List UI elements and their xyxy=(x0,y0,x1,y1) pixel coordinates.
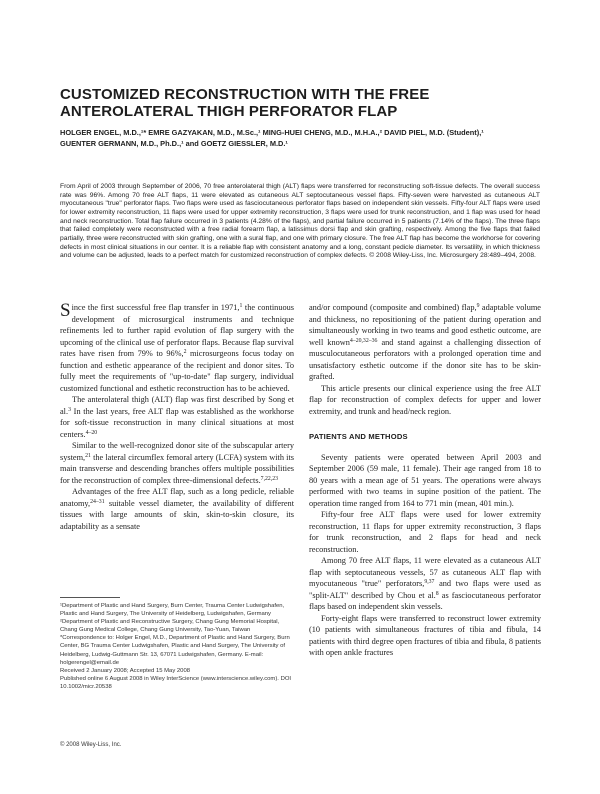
authors-line-2: GUENTER GERMANN, M.D., Ph.D.,¹ and GOETZ GIESSLER, M.D.¹ xyxy=(60,139,288,148)
footnote-published: Published online 6 August 2008 in Wiley InterScience (www.interscience.wiley.com). DOI 10.1002/micr.20538 xyxy=(60,675,292,690)
author-list xyxy=(60,127,550,149)
footnote-affiliation-1: ¹Department of Plastic and Hand Surgery, Burn Center, Trauma Center Ludwigshafen, Plastic and Hand Surgery, The University of Heidelberg, Ludwigshafen, Germany xyxy=(60,603,285,618)
intro-paragraph-6: This article presents our clinical experience using the free ALT flap for reconstruction of complex defects for upper and lower extremity, and trunk and head/neck region. xyxy=(309,383,541,416)
intro-paragraph-1: Since the first successful free flap transfer in 1971,$^1$ the continuous development of microsurgical instruments and technique refinements led to further rapid evolution of flap surgery with the upcoming of the clinical use of perforator flaps. Because flap survival rates have risen from 79% to 96%,$^2$ microsurgeons focus today on function and esthetic appearance of the recipient and donor sites. To fully meet the requirements of "up-to-date" flap surgery, individual customized functional and esthetic reconstruction has to be achieved. xyxy=(60,300,294,393)
citation: 2 xyxy=(183,349,187,356)
intro-paragraph-2: The anterolateral thigh (ALT) flap was first described by Song et al.$^3$ In the last years, free ALT flap was established as the workhorse for soft-tissue reconstruction in many clinical situations at most centers.$^{4-20}$ xyxy=(60,395,294,439)
drop-cap: S xyxy=(60,300,71,321)
title-line-2: ANTEROLATERAL THIGH PERFORATOR FLAP xyxy=(60,103,398,120)
citation: 4–20,32–36 xyxy=(349,337,378,344)
article-title xyxy=(60,86,540,120)
citation: 24–31 xyxy=(90,498,105,505)
footnote-divider xyxy=(60,597,120,598)
section-heading: PATIENTS AND METHODS xyxy=(309,432,408,441)
title-line-1: CUSTOMIZED RECONSTRUCTION WITH THE FREE xyxy=(60,86,430,103)
footnotes xyxy=(60,602,296,691)
methods-paragraph-4: Forty-eight flaps were transferred to reconstruct lower extremity (10 patients with simultaneous fractures of tibia and fibula, 14 patients with third degree open fractures of tibia and fibula, 8 patients with open ankle fractures xyxy=(309,613,541,657)
left-column xyxy=(60,302,294,532)
footnote-received: Received 2 January 2008; Accepted 15 May 2008 xyxy=(60,667,191,674)
abstract: From April of 2003 through September of 2006, 70 free anterolateral thigh (ALT) flaps were transferred for reconstructing soft-tissue defects. The overall success rate was 96%. Among 70 free ALT flaps, 11 were elevated as cutaneous ALT septocutaneous vessel flaps. Fifty-seven were harvested as cutaneous ALT myocutaneous "true" perforator flaps. Two flaps were used as fasciocutaneous perforator flaps based on independent skin vessels. Fifty-four ALT flaps were used for lower extremity reconstruction, 11 flaps were used for upper extremity reconstruction, 3 flaps were used for trunk reconstruction, and 1 flap was used for head and neck reconstruction. Total flap failure occurred in 3 patients (4.28% of the flaps), and partial failure occurred in 5 patients (7.14% of the flaps). The three flaps that failed completely were reconstructed with a free radial forearm flap, a latissimus dorsi flap and skin grafting, respectively. Among the five flaps that failed partially, three were reconstructed with skin grafting, one with a sural flap, and one with primary closure. The free ALT flap has become the workhorse for covering defects in most clinical situations in our center. It is a reliable flap with consistent anatomy and a long, constant pedicle diameter. Its versatility, in which thickness and volume can be adjusted, leads to a perfect match for customized reconstruction of complex defects. © 2008 Wiley-Liss, Inc. Microsurgery 28:489–494, 2008. xyxy=(60,183,540,260)
citation: 21 xyxy=(85,452,91,459)
right-column xyxy=(309,302,541,659)
footnote-affiliation-2: ²Department of Plastic and Reconstructive Surgery, Chang Gung Memorial Hospital, Chang Gung Medical College, Chang Gung University, Tao-Yuan, Taiwan xyxy=(60,619,280,634)
methods-paragraph-3: Among 70 free ALT flaps, 11 were elevated as a cutaneous ALT flap with septocutaneous vessels, 57 as cutaneous ALT flap with myocutaneous "true" perforators,$^{9,37}$ and two flaps were used as "split-ALT" described by Chou et al.$^8$ as fasciocutaneous perforator flaps based on independent skin vessels. xyxy=(309,556,542,611)
footnote-correspondence: *Correspondence to: Holger Engel, M.D., Department of Plastic and Hand Surgery, Burn Center, BG Trauma Center Ludwigshafen, Plastic and Hand Surgery, The University of Heidelberg, Ludwig-Guttmann Str. 13, 67071 Ludwigshafen, Germany. E-mail: holgerengel@email.de xyxy=(60,635,290,666)
authors-line-1: HOLGER ENGEL, M.D.,¹* EMRE GAZYAKAN, M.D., M.Sc.,¹ MING-HUEI CHENG, M.D., M.H.A.,² DAVID PIEL, M.D. (Student),¹ xyxy=(60,128,484,137)
intro-paragraph-3: Similar to the well-recognized donor site of the subscapular artery system,$^{21}$ the lateral circumflex femoral artery (LCFA) system with its main transverse and descending branches offers multiple possibilities for the reconstruction of complex three-dimensional defects.$^{7,22,23}$ xyxy=(60,441,294,485)
methods-paragraph-2: Fifty-four free ALT flaps were used for lower extremity reconstruction, 11 flaps for upper extremity reconstruction, 3 flaps for trunk reconstruction, and 2 flaps for head and neck reconstruction. xyxy=(309,510,541,554)
citation: 8 xyxy=(435,590,439,597)
citation: 1 xyxy=(239,303,243,310)
citation: 9,37 xyxy=(424,579,435,586)
intro-paragraph-5: and/or compound (composite and combined) flap,$^9$ adaptable volume and thickness, no repositioning of the patient during operation and simultaneously working in two teams and good esthetic outcome, are well known$^{4-20,32-36}$ and stand against a challenging dissection of musculocutaneous perforators with a prolonged operation time and unsatisfactory esthetic outcome if the donor site has to be skin-grafted. xyxy=(309,303,541,381)
methods-paragraph-1: Seventy patients were operated between April 2003 and September 2006 (59 male, 11 female). Their age ranged from 18 to 80 years with a mean age of 51 years. The operations were always performed with two teams in supine position of the patient. The operation time ranged from 164 to 771 min (mean, 401 min.). xyxy=(309,452,541,508)
citation: 9 xyxy=(476,303,480,310)
citation: 7,22,23 xyxy=(260,475,279,482)
intro-paragraph-4: Advantages of the free ALT flap, such as a long pedicle, reliable anatomy,$^{24-31}$ suitable vessel diameter, the availability of different tissues with large amounts of skin, skin-to-skin closure, its adaptability as a sensate xyxy=(60,487,294,531)
citation: 3 xyxy=(68,406,71,413)
citation: 4–20 xyxy=(85,429,98,436)
copyright-notice: © 2008 Wiley-Liss, Inc. xyxy=(60,742,122,748)
